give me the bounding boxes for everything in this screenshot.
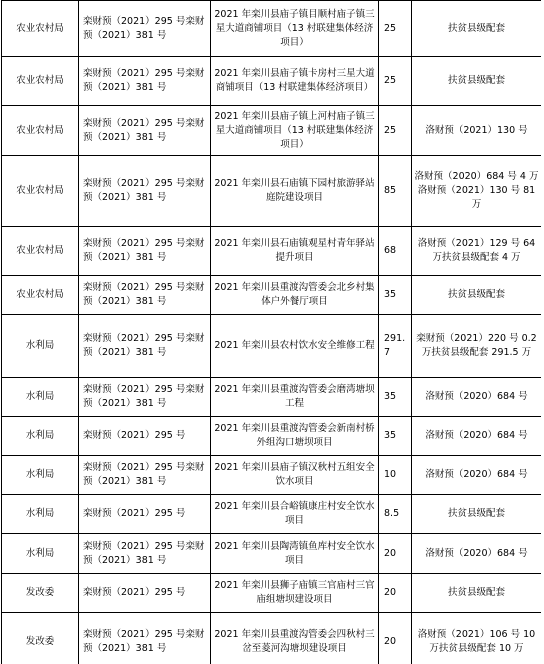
project-name-cell: 2021 年栾川县石庙镇观星村青年驿站提升项目 xyxy=(211,227,379,276)
project-name-cell: 2021 年栾川县重渡沟管委会磨湾塘坝工程 xyxy=(211,378,379,417)
project-name-cell: 2021 年栾川县庙子镇汉秋村五组安全饮水项目 xyxy=(211,456,379,495)
table-row xyxy=(2,456,542,495)
department-cell: 农业农村局 xyxy=(2,156,79,227)
budget-table-sheet xyxy=(1,0,541,664)
document-number-cell: 栾财预（2021）295 号栾财预（2021）381 号 xyxy=(79,534,211,574)
table-row xyxy=(2,106,542,156)
department-cell: 农业农村局 xyxy=(2,57,79,106)
table-row xyxy=(2,534,542,574)
department-cell: 农业农村局 xyxy=(2,227,79,276)
document-number-cell: 栾财预（2021）295 号 xyxy=(79,574,211,613)
project-funding-table xyxy=(1,0,541,664)
project-name-cell: 2021 年栾川县庙子镇卡房村三星大道商铺项目（13 村联建集体经济项目） xyxy=(211,57,379,106)
department-cell: 农业农村局 xyxy=(2,276,79,315)
amount-cell: 20 xyxy=(379,534,412,574)
document-number-cell: 栾财预（2021）295 号栾财预（2021）381 号 xyxy=(79,315,211,378)
funding-source-cell: 洛财预（2021）130 号 xyxy=(412,106,542,156)
document-number-cell: 栾财预（2021）295 号栾财预（2021）381 号 xyxy=(79,227,211,276)
table-row xyxy=(2,1,542,57)
document-number-cell: 栾财预（2021）295 号栾财预（2021）381 号 xyxy=(79,613,211,664)
project-name-cell: 2021 年栾川县重渡沟管委会新南村桥外组沟口塘坝项目 xyxy=(211,417,379,456)
department-cell: 农业农村局 xyxy=(2,106,79,156)
document-number-cell: 栾财预（2021）295 号 xyxy=(79,417,211,456)
funding-source-cell: 扶贫县级配套 xyxy=(412,574,542,613)
funding-source-cell: 洛财预（2020）684 号 xyxy=(412,417,542,456)
amount-cell: 20 xyxy=(379,613,412,664)
document-number-cell: 栾财预（2021）295 号栾财预（2021）381 号 xyxy=(79,456,211,495)
funding-source-cell: 扶贫县级配套 xyxy=(412,57,542,106)
table-row xyxy=(2,276,542,315)
department-cell: 水利局 xyxy=(2,378,79,417)
table-row xyxy=(2,227,542,276)
department-cell: 发改委 xyxy=(2,574,79,613)
amount-cell: 10 xyxy=(379,456,412,495)
amount-cell: 25 xyxy=(379,106,412,156)
funding-source-cell: 扶贫县级配套 xyxy=(412,276,542,315)
document-number-cell: 栾财预（2021）295 号栾财预（2021）381 号 xyxy=(79,276,211,315)
amount-cell: 35 xyxy=(379,276,412,315)
department-cell: 农业农村局 xyxy=(2,1,79,57)
project-name-cell: 2021 年栾川县庙子镇目顺村庙子镇三星大道商铺项目（13 村联建集体经济项目） xyxy=(211,1,379,57)
project-name-cell: 2021 年栾川县庙子镇上河村庙子镇三星大道商铺项目（13 村联建集体经济项目） xyxy=(211,106,379,156)
document-number-cell: 栾财预（2021）295 号栾财预（2021）381 号 xyxy=(79,57,211,106)
amount-cell: 291.7 xyxy=(379,315,412,378)
project-name-cell: 2021 年栾川县陶湾镇鱼库村安全饮水项目 xyxy=(211,534,379,574)
amount-cell: 25 xyxy=(379,57,412,106)
funding-source-cell: 洛财预（2020）684 号 xyxy=(412,534,542,574)
funding-source-cell: 洛财预（2020）684 号 xyxy=(412,378,542,417)
table-row xyxy=(2,495,542,534)
document-number-cell: 栾财预（2021）295 号栾财预（2021）381 号 xyxy=(79,378,211,417)
funding-source-cell: 扶贫县级配套 xyxy=(412,1,542,57)
table-row xyxy=(2,156,542,227)
project-name-cell: 2021 年栾川县重渡沟管委会北乡村集体户外餐厅项目 xyxy=(211,276,379,315)
project-name-cell: 2021 年栾川县石庙镇下园村旅游驿站庭院建设项目 xyxy=(211,156,379,227)
department-cell: 发改委 xyxy=(2,613,79,664)
table-row xyxy=(2,315,542,378)
funding-source-cell: 洛财预（2021）106 号 10 万扶贫县级配套 10 万 xyxy=(412,613,542,664)
document-number-cell: 栾财预（2021）295 号栾财预（2021）381 号 xyxy=(79,1,211,57)
funding-source-cell: 洛财预（2020）684 号 xyxy=(412,456,542,495)
department-cell: 水利局 xyxy=(2,495,79,534)
department-cell: 水利局 xyxy=(2,315,79,378)
table-row xyxy=(2,574,542,613)
document-number-cell: 栾财预（2021）295 号栾财预（2021）381 号 xyxy=(79,106,211,156)
table-row xyxy=(2,613,542,664)
table-body xyxy=(2,1,542,664)
table-row xyxy=(2,417,542,456)
document-number-cell: 栾财预（2021）295 号 xyxy=(79,495,211,534)
funding-source-cell: 栾财预（2021）220 号 0.2 万扶贫县级配套 291.5 万 xyxy=(412,315,542,378)
department-cell: 水利局 xyxy=(2,456,79,495)
amount-cell: 20 xyxy=(379,574,412,613)
amount-cell: 68 xyxy=(379,227,412,276)
document-number-cell: 栾财预（2021）295 号栾财预（2021）381 号 xyxy=(79,156,211,227)
project-name-cell: 2021 年栾川县狮子庙镇三官庙村三官庙组塘坝建设项目 xyxy=(211,574,379,613)
table-row xyxy=(2,57,542,106)
amount-cell: 8.5 xyxy=(379,495,412,534)
department-cell: 水利局 xyxy=(2,417,79,456)
table-row xyxy=(2,378,542,417)
department-cell: 水利局 xyxy=(2,534,79,574)
funding-source-cell: 洛财预（2020）684 号 4 万洛财预（2021）130 号 81 万 xyxy=(412,156,542,227)
amount-cell: 35 xyxy=(379,417,412,456)
project-name-cell: 2021 年栾川县农村饮水安全维修工程 xyxy=(211,315,379,378)
funding-source-cell: 洛财预（2021）129 号 64 万扶贫县级配套 4 万 xyxy=(412,227,542,276)
project-name-cell: 2021 年栾川县合峪镇康庄村安全饮水项目 xyxy=(211,495,379,534)
amount-cell: 85 xyxy=(379,156,412,227)
project-name-cell: 2021 年栾川县重渡沟管委会四秋村三岔至菱河沟塘坝建设项目 xyxy=(211,613,379,664)
funding-source-cell: 扶贫县级配套 xyxy=(412,495,542,534)
amount-cell: 25 xyxy=(379,1,412,57)
amount-cell: 35 xyxy=(379,378,412,417)
